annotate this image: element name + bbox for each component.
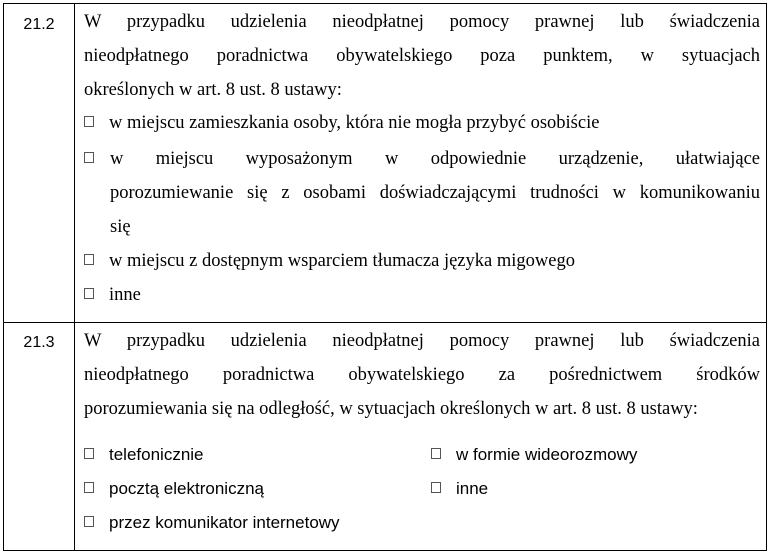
- checkbox[interactable]: [431, 482, 441, 493]
- checkbox[interactable]: [431, 448, 441, 459]
- option-email[interactable]: [84, 479, 264, 499]
- option-home-visit[interactable]: [84, 113, 599, 134]
- option-equipped-place[interactable]: [84, 149, 109, 170]
- checkbox[interactable]: [84, 116, 94, 127]
- option-label: telefonicznie: [109, 445, 204, 464]
- option-equipped-place-line-3: się: [110, 217, 131, 237]
- checkbox[interactable]: [84, 448, 94, 459]
- column-divider: [74, 4, 75, 550]
- section-number-21-2: 21.2: [23, 16, 55, 33]
- checkbox[interactable]: [84, 482, 94, 493]
- section-21-2-text-line-2: nieodpłatnego poradnictwa obywatelskiego poza punktem, w sytuacjach: [84, 46, 760, 66]
- section-21-3-text-line-3: porozumiewania się na odległość, w sytuacjach określonych w art. 8 ust. 8 ustawy:: [84, 399, 698, 419]
- option-other-21-3[interactable]: [431, 479, 488, 499]
- form-table: [3, 3, 767, 551]
- option-equipped-place-line-2: porozumiewanie się z osobami doświadczającymi trudności w komunikowaniu: [110, 183, 760, 203]
- option-messenger[interactable]: [84, 513, 340, 533]
- option-label: przez komunikator internetowy: [109, 513, 340, 532]
- option-sign-language[interactable]: [84, 251, 575, 272]
- checkbox[interactable]: [84, 516, 94, 527]
- option-label: pocztą elektroniczną: [109, 479, 264, 498]
- checkbox[interactable]: [84, 288, 94, 299]
- option-label: inne: [109, 285, 141, 305]
- option-equipped-place-line-1: w miejscu wyposażonym w odpowiednie urządzenie, ułatwiające: [110, 149, 760, 169]
- checkbox[interactable]: [84, 254, 94, 265]
- option-phone[interactable]: [84, 445, 204, 465]
- section-21-3-text-line-1: W przypadku udzielenia nieodpłatnej pomocy prawnej lub świadczenia: [84, 331, 760, 351]
- row-divider: [4, 322, 766, 323]
- option-label: w formie wideorozmowy: [456, 445, 638, 464]
- option-label: w miejscu z dostępnym wsparciem tłumacza języka migowego: [109, 251, 575, 271]
- section-number-21-3: 21.3: [23, 334, 55, 351]
- option-other-21-2[interactable]: [84, 285, 141, 306]
- section-21-2-text-line-1: W przypadku udzielenia nieodpłatnej pomocy prawnej lub świadczenia: [84, 12, 760, 32]
- section-21-3-text-line-2: nieodpłatnego poradnictwa obywatelskiego za pośrednictwem środków: [84, 365, 760, 385]
- option-video-call[interactable]: [431, 445, 637, 465]
- checkbox[interactable]: [84, 152, 94, 163]
- option-label: inne: [456, 479, 489, 498]
- section-21-2-text-line-3: określonych w art. 8 ust. 8 ustawy:: [84, 80, 342, 100]
- option-label: w miejscu zamieszkania osoby, która nie mogła przybyć osobiście: [109, 113, 600, 133]
